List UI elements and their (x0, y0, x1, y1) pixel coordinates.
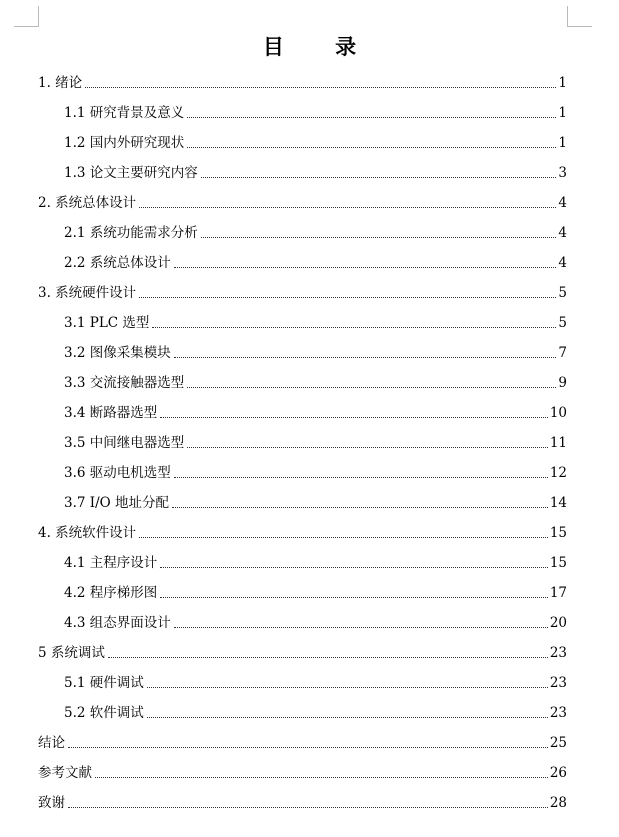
toc-entry[interactable] (38, 190, 567, 212)
toc-entry[interactable] (64, 250, 567, 272)
toc-entry-label: 4. 系统软件设计 (38, 525, 137, 541)
toc-entry[interactable] (64, 310, 567, 332)
toc-entry-label: 2. 系统总体设计 (38, 195, 137, 211)
toc-dot-leader (187, 446, 548, 448)
toc-entry[interactable] (64, 580, 567, 602)
toc-entry-page-number: 23 (549, 675, 567, 691)
toc-entry-label: 5.1 硬件调试 (64, 675, 144, 691)
toc-dot-leader (160, 416, 548, 418)
toc-dot-leader (147, 716, 548, 718)
toc-dot-leader (152, 326, 556, 328)
toc-entry[interactable] (38, 760, 567, 782)
toc-entry-page-number: 15 (549, 555, 567, 571)
toc-entry-label: 2.1 系统功能需求分析 (64, 225, 198, 241)
toc-dot-leader (139, 296, 556, 298)
toc-entry-page-number: 5 (558, 315, 567, 331)
toc-entry[interactable] (64, 610, 567, 632)
toc-dot-leader (174, 476, 548, 478)
toc-entry-page-number: 23 (549, 645, 567, 661)
toc-dot-leader (95, 776, 548, 778)
toc-entry[interactable] (38, 520, 567, 542)
toc-dot-leader (201, 176, 557, 178)
toc-dot-leader (174, 626, 548, 628)
toc-entry[interactable] (64, 490, 567, 512)
toc-entry-page-number: 5 (558, 285, 567, 301)
toc-dot-leader (201, 236, 557, 238)
toc-entry-page-number: 23 (549, 705, 567, 721)
toc-entry[interactable] (64, 100, 567, 122)
toc-entry[interactable] (64, 700, 567, 722)
toc-entry-page-number: 9 (558, 375, 567, 391)
toc-entry-label: 3.3 交流接触器选型 (64, 375, 185, 391)
toc-entry-label: 2.2 系统总体设计 (64, 255, 171, 271)
toc-entry[interactable] (64, 400, 567, 422)
crop-mark-top-right (567, 6, 592, 27)
toc-entry-label: 5 系统调试 (38, 645, 105, 661)
toc-entry-page-number: 1 (558, 75, 567, 91)
toc-entry[interactable] (64, 220, 567, 242)
toc-entry[interactable] (64, 430, 567, 452)
toc-entry-label: 4.1 主程序设计 (64, 555, 158, 571)
toc-entry-page-number: 4 (558, 255, 567, 271)
toc-dot-leader (187, 116, 556, 118)
toc-title: 目 录 (262, 34, 379, 59)
toc-entry-page-number: 26 (549, 765, 567, 781)
toc-entry-label: 1.1 研究背景及意义 (64, 105, 185, 121)
toc-entry-page-number: 15 (549, 525, 567, 541)
toc-entry-page-number: 3 (558, 165, 567, 181)
toc-dot-leader (187, 386, 556, 388)
toc-entry[interactable] (38, 790, 567, 812)
crop-mark-top-left (14, 6, 39, 27)
toc-entry-label: 3.1 PLC 选型 (64, 315, 150, 331)
toc-entry-label: 4.2 程序梯形图 (64, 585, 158, 601)
toc-dot-leader (139, 536, 548, 538)
toc-dot-leader (85, 86, 556, 88)
toc-entry-label: 3. 系统硬件设计 (38, 285, 137, 301)
toc-dot-leader (108, 656, 548, 658)
toc-entry-page-number: 25 (549, 735, 567, 751)
toc-entry[interactable] (64, 370, 567, 392)
toc-entry-label: 1.2 国内外研究现状 (64, 135, 185, 151)
toc-entry-label: 1.3 论文主要研究内容 (64, 165, 198, 181)
toc-entry[interactable] (64, 130, 567, 152)
toc-entry-label: 致谢 (38, 795, 65, 811)
toc-entry[interactable] (64, 340, 567, 362)
toc-dot-leader (174, 266, 557, 268)
toc-dot-leader (68, 806, 548, 808)
toc-dot-leader (187, 146, 556, 148)
toc-entry-page-number: 14 (549, 495, 567, 511)
toc-entry[interactable] (38, 70, 567, 92)
toc-entry-label: 1. 绪论 (38, 75, 83, 91)
toc-entry[interactable] (64, 670, 567, 692)
toc-entry[interactable] (38, 730, 567, 752)
toc-entry-label: 结论 (38, 735, 65, 751)
toc-entry-label: 3.4 断路器选型 (64, 405, 158, 421)
toc-entry[interactable] (64, 550, 567, 572)
toc-entry-page-number: 17 (549, 585, 567, 601)
toc-entry[interactable] (38, 640, 567, 662)
toc-entry-page-number: 1 (558, 105, 567, 121)
toc-entry[interactable] (64, 160, 567, 182)
toc-entry-label: 3.5 中间继电器选型 (64, 435, 185, 451)
toc-entry-page-number: 10 (549, 405, 567, 421)
toc-entry-page-number: 12 (549, 465, 567, 481)
toc-entry-page-number: 4 (558, 195, 567, 211)
toc-dot-leader (147, 686, 548, 688)
toc-dot-leader (172, 506, 548, 508)
toc-dot-leader (139, 206, 556, 208)
toc-entry-label: 3.7 I/O 地址分配 (64, 495, 170, 511)
toc-dot-leader (68, 746, 548, 748)
toc-entry-page-number: 28 (549, 795, 567, 811)
toc-entry-page-number: 7 (558, 345, 567, 361)
toc-dot-leader (160, 596, 548, 598)
toc-entry-label: 5.2 软件调试 (64, 705, 144, 721)
toc-entry-page-number: 20 (549, 615, 567, 631)
toc-entry-page-number: 4 (558, 225, 567, 241)
toc-dot-leader (160, 566, 548, 568)
toc-entry-page-number: 11 (549, 435, 567, 451)
toc-dot-leader (174, 356, 557, 358)
toc-entry-label: 4.3 组态界面设计 (64, 615, 171, 631)
toc-entry-label: 3.6 驱动电机选型 (64, 465, 171, 481)
toc-entry-page-number: 1 (558, 135, 567, 151)
toc-entry-label: 3.2 图像采集模块 (64, 345, 171, 361)
toc-entry[interactable] (38, 280, 567, 302)
toc-entry-label: 参考文献 (38, 765, 92, 781)
toc-entry[interactable] (64, 460, 567, 482)
